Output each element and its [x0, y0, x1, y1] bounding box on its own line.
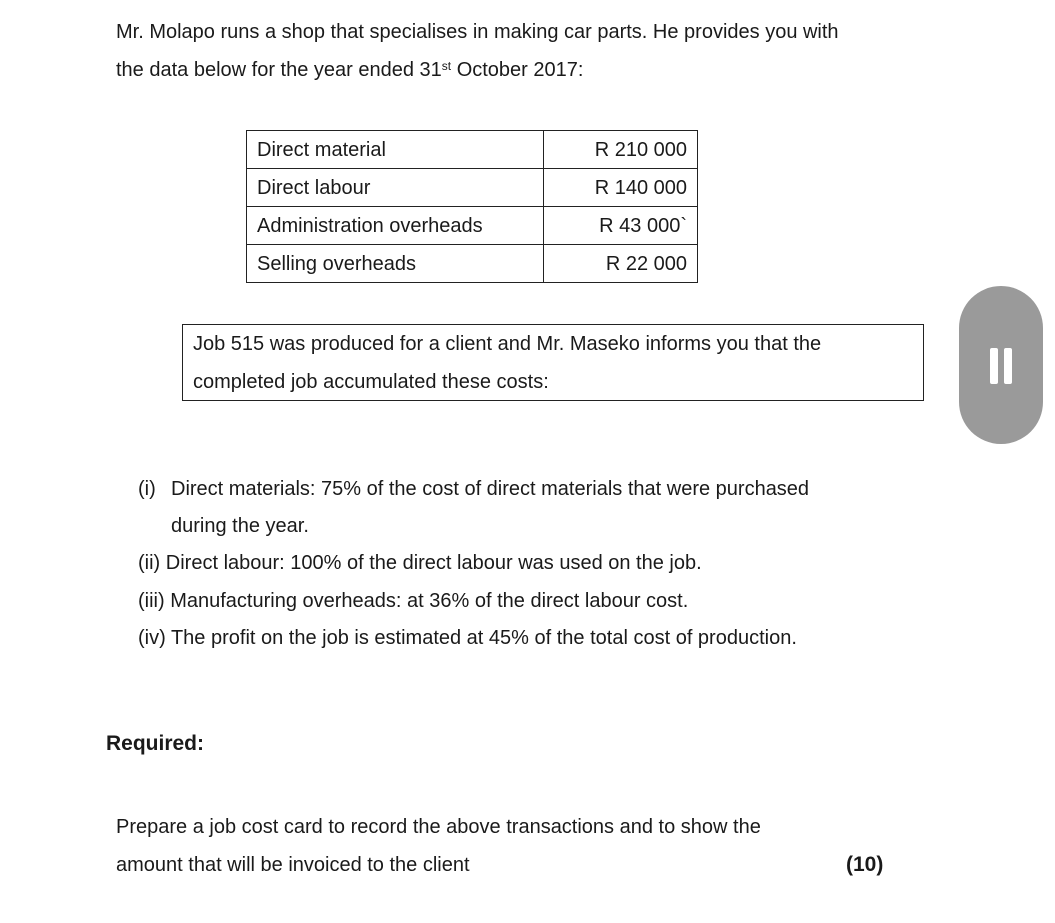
item-marker: (iv): [138, 627, 166, 649]
cost-value: R 22 000: [544, 245, 698, 283]
ordinal-suffix: st: [441, 59, 452, 73]
table-row: [247, 131, 698, 169]
table-row: [247, 245, 698, 283]
required-line-2: amount that will be invoiced to the client: [116, 854, 470, 876]
drag-handle[interactable]: [959, 286, 1043, 444]
cost-data-table: [246, 130, 698, 283]
item-text: Manufacturing overheads: at 36% of the direct labour cost.: [170, 590, 689, 612]
job-info-line-1: Job 515 was produced for a client and Mr. Maseko informs you that the: [193, 333, 822, 355]
item-text: Direct materials: 75% of the cost of direct materials that were purchased: [171, 478, 810, 500]
list-item: [138, 619, 797, 657]
required-paragraph: [116, 808, 761, 884]
table-row: [247, 207, 698, 245]
intro-line-2: [116, 51, 839, 89]
intro-line-2-end: October 2017:: [451, 59, 584, 81]
cost-value: R 140 000: [544, 169, 698, 207]
list-item: [138, 470, 810, 508]
cost-value: R 210 000: [544, 131, 698, 169]
job-info-box: [182, 324, 924, 401]
intro-line-2-text: the data below for the year ended 31: [116, 59, 442, 81]
intro-paragraph: [116, 13, 839, 89]
item-text: The profit on the job is estimated at 45% of the total cost of production.: [170, 627, 797, 649]
required-line-1: Prepare a job cost card to record the above transactions and to show the: [116, 816, 761, 838]
list-item: [138, 582, 688, 620]
cost-label: Direct labour: [247, 169, 544, 207]
drag-handle-icon: [1004, 348, 1012, 384]
required-heading: Required:: [106, 732, 205, 755]
cost-label: Administration overheads: [247, 207, 544, 245]
item-marker: (ii): [138, 552, 161, 574]
cost-label: Direct material: [247, 131, 544, 169]
job-info-line-2: completed job accumulated these costs:: [193, 371, 549, 393]
item-marker: (i): [138, 478, 156, 500]
list-item: [138, 544, 702, 582]
cost-value: R 43 000`: [544, 207, 698, 245]
item-text: Direct labour: 100% of the direct labour was used on the job.: [165, 552, 702, 574]
marks-label: (10): [846, 853, 884, 876]
cost-label: Selling overheads: [247, 245, 544, 283]
table-row: [247, 169, 698, 207]
list-item-continuation: during the year.: [171, 515, 309, 537]
item-marker: (iii): [138, 590, 165, 612]
intro-line-1: Mr. Molapo runs a shop that specialises in making car parts. He provides you with: [116, 21, 839, 43]
drag-handle-icon: [990, 348, 998, 384]
